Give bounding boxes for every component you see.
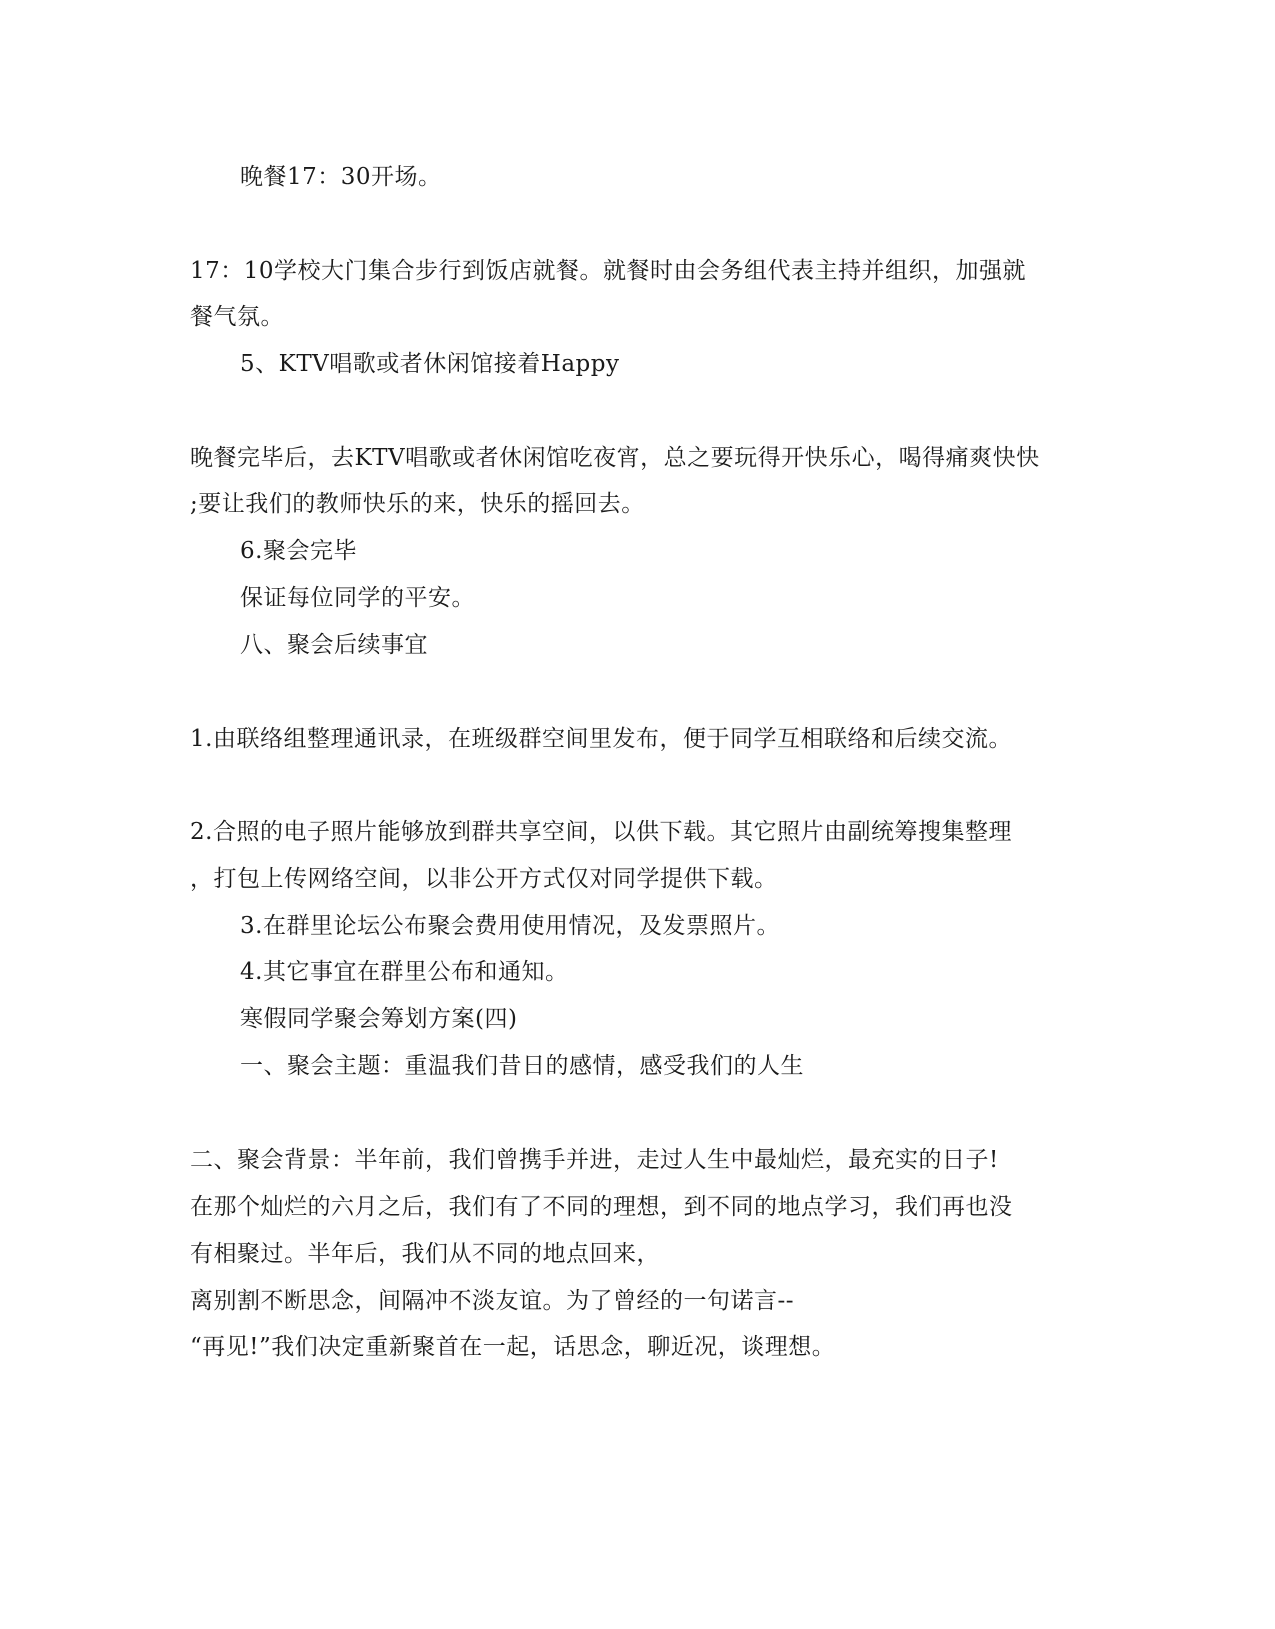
text-line: 3.在群里论坛公布聚会费用使用情况，及发票照片。 xyxy=(240,913,780,939)
text-line: 八、聚会后续事宜 xyxy=(240,632,428,658)
text-line: 6.聚会完毕 xyxy=(240,538,357,564)
text-line: 1.由联络组整理通讯录，在班级群空间里发布，便于同学互相联络和后续交流。 xyxy=(190,726,1012,752)
text-line: 在那个灿烂的六月之后，我们有了不同的理想，到不同的地点学习，我们再也没 xyxy=(190,1194,1013,1220)
text-line: 离别割不断思念，间隔冲不淡友谊。为了曾经的一句诺言-- xyxy=(190,1288,795,1314)
text-line: 寒假同学聚会筹划方案(四) xyxy=(240,1006,518,1032)
text-line: 有相聚过。半年后，我们从不同的地点回来， xyxy=(190,1241,660,1267)
text-line: 4.其它事宜在群里公布和通知。 xyxy=(240,959,569,985)
text-line: 晚餐完毕后，去KTV唱歌或者休闲馆吃夜宵，总之要玩得开快乐心，喝得痛爽快快 xyxy=(190,445,1040,471)
text-line: 一、聚会主题：重温我们昔日的感情，感受我们的人生 xyxy=(240,1053,804,1079)
text-line: 2.合照的电子照片能够放到群共享空间，以供下载。其它照片由副统筹搜集整理 xyxy=(190,819,1012,845)
text-line: 17：10学校大门集合步行到饭店就餐。就餐时由会务组代表主持并组织，加强就 xyxy=(190,258,1027,284)
text-line: 5、KTV唱歌或者休闲馆接着Happy xyxy=(240,351,620,377)
text-line: ;要让我们的教师快乐的来，快乐的摇回去。 xyxy=(190,491,645,517)
text-line: ，打包上传网络空间，以非公开方式仅对同学提供下载。 xyxy=(190,866,778,892)
text-line: 晚餐17：30开场。 xyxy=(240,164,442,190)
text-line: 二、聚会背景：半年前，我们曾携手并进，走过人生中最灿烂，最充实的日子! xyxy=(190,1147,999,1173)
text-line: “再见!”我们决定重新聚首在一起，话思念，聊近况，谈理想。 xyxy=(190,1334,836,1360)
text-line: 保证每位同学的平安。 xyxy=(240,585,475,611)
text-line: 餐气氛。 xyxy=(190,304,284,330)
